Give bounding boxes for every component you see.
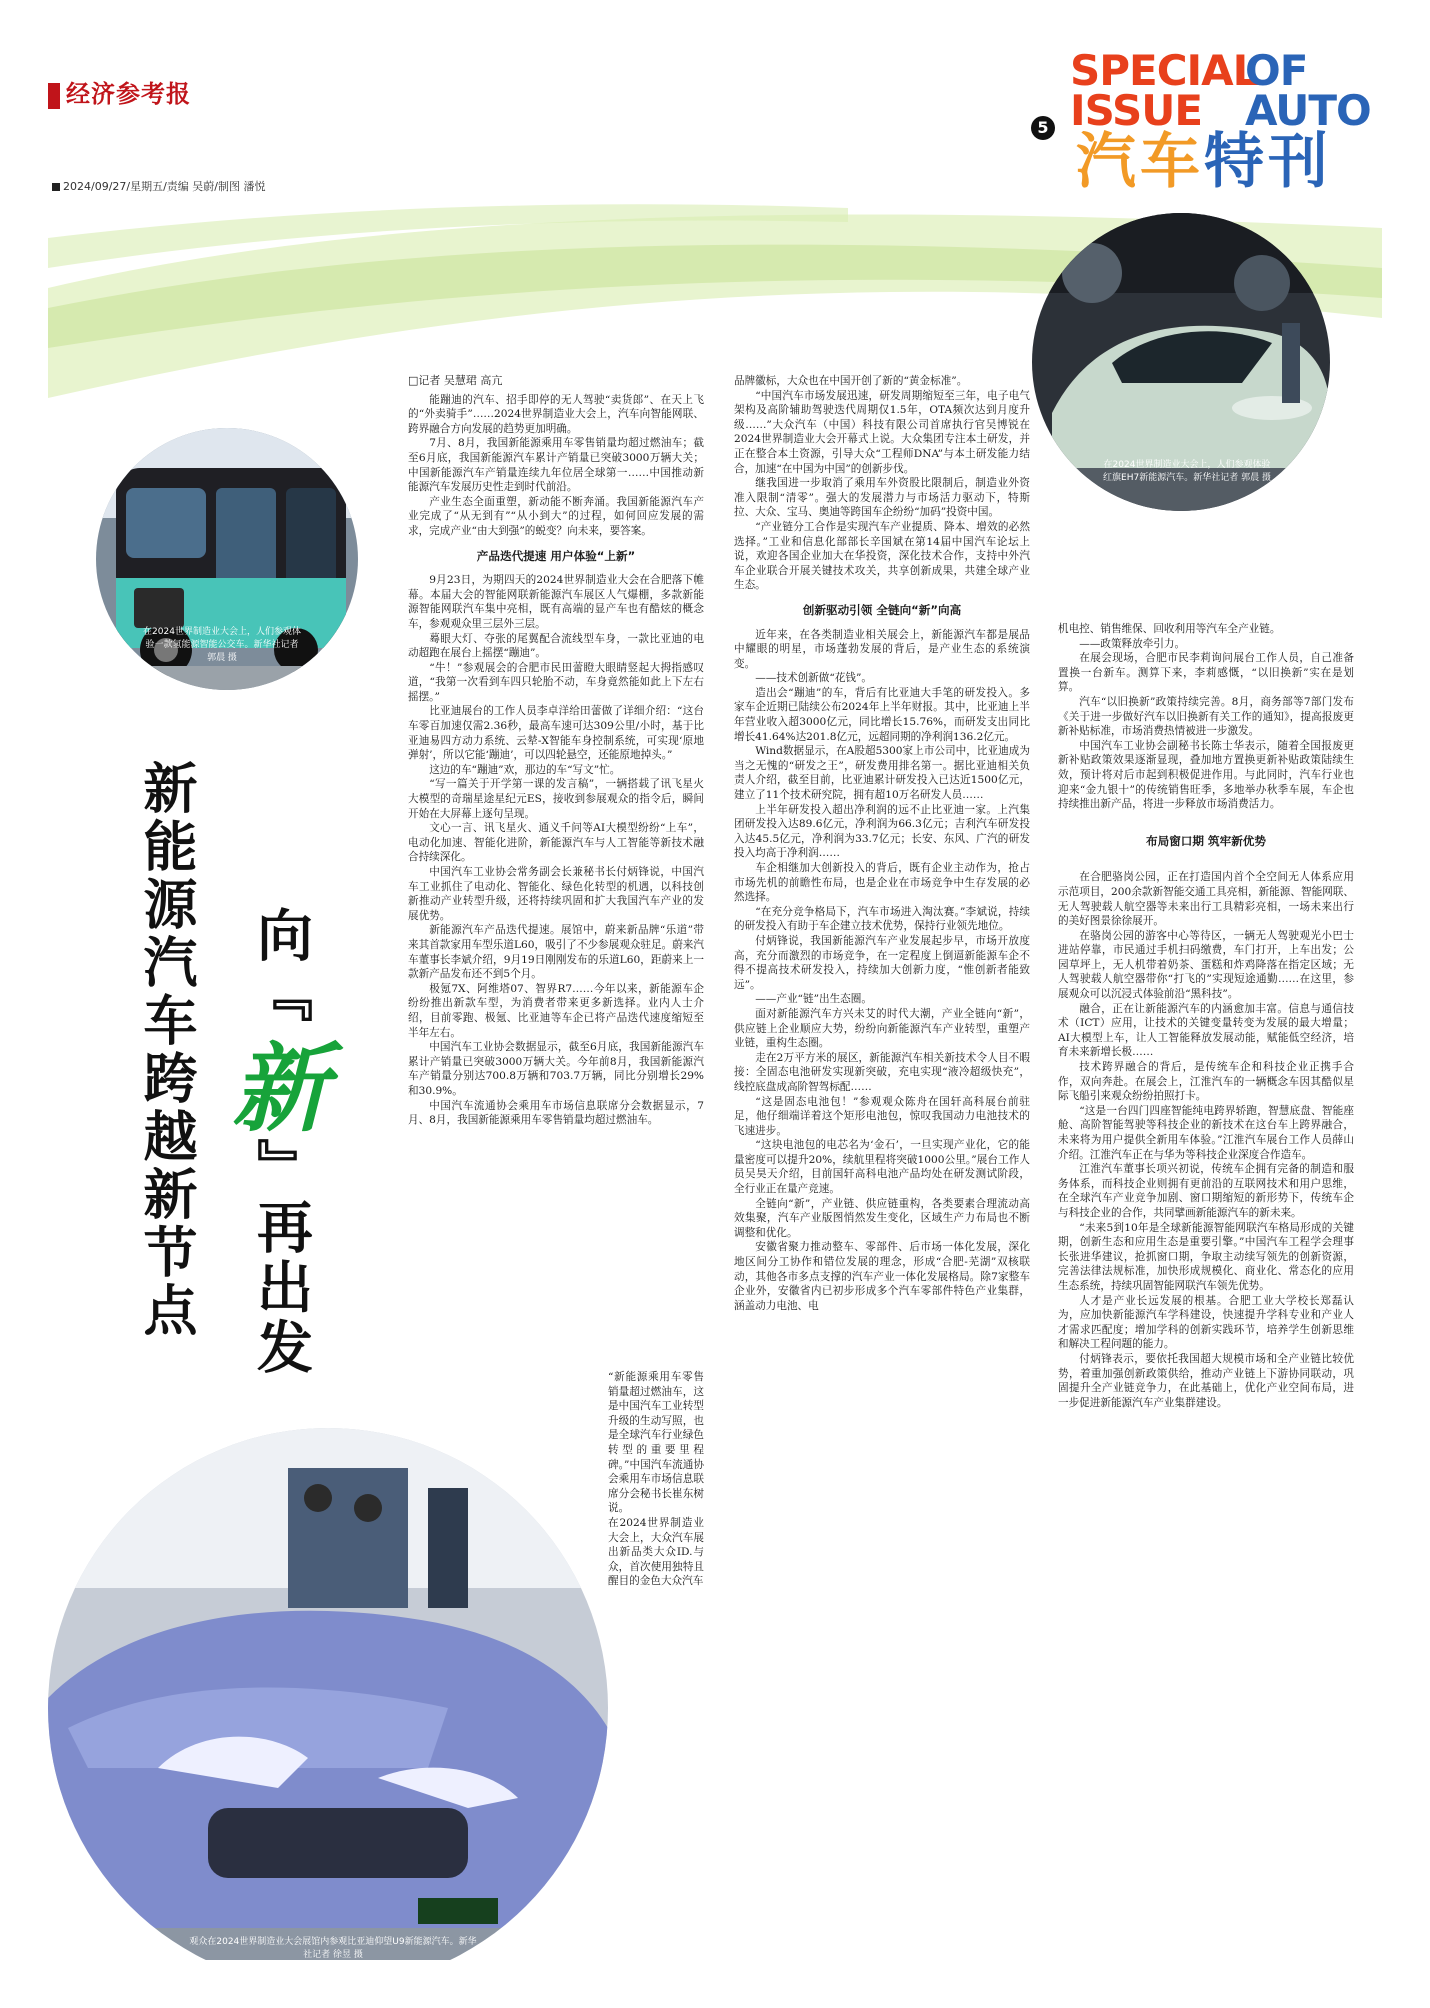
main-headline: 新能源汽车跨越新节点 [135, 760, 198, 1340]
paragraph: 面对新能源汽车方兴未艾的时代大潮，产业全链向“新”，供应链上企业顺应大势，纷纷向新能源汽车产业转型，重塑产业链，重构生态圈。 [734, 1007, 1030, 1050]
paragraph: “写一篇关于开学第一课的发言稿”，一辆搭载了讯飞星火大模型的奇瑞星途星纪元ES，接收到参展观众的指令后，瞬间开始在大屏幕上逐句呈现。 [408, 778, 704, 820]
paragraph: 蓦眼大灯、夺张的尾翼配合流线型车身，一款比亚迪的电动超跑在展台上摇摆“蹦迪”。 [408, 632, 704, 660]
paragraph: 机电控、销售维保、回收利用等汽车全产业链。 [1058, 623, 1281, 635]
car-top-caption: 在2024世界制造业大会上，人们参观体验红旗EH7新能源汽车。新华社记者 郭晨 摄 [1103, 460, 1271, 483]
paragraph: 走在2万平方米的展区，新能源汽车相关新技术令人目不暇接：全固态电池研发实现新突破，充电实现“液冷超级快充”，线控底盘成高阶智驾标配…… [734, 1051, 1030, 1093]
car-bottom-caption: 观众在2024世界制造业大会展馆内参观比亚迪仰望U9新能源汽车。新华社记者 徐昱 摄 [189, 1937, 477, 1960]
page-number: 5 [1031, 116, 1055, 140]
paragraph: 造出会“蹦迪”的车，背后有比亚迪大手笔的研发投入。多家车企近期已陆续公布2024年上半年财报。其中，比亚迪上半年营业收入超3000亿元，同比增长15.76%，而研发支出同比增长41.64%达201.8亿元，远超同期的净利润136.2亿元。 [734, 686, 1030, 743]
paragraph: 上半年研发投入超出净利润的远不止比亚迪一家。上汽集团研发投入达89.6亿元，净利润为66.3亿元；吉利汽车研发投入达45.5亿元，净利润为33.7亿元；长安、东风、广汽的研发投入均高于净利润…… [734, 803, 1030, 860]
paragraph: 比亚迪展台的工作人员李卓洋给田蕾做了详细介绍：“这台车零百加速仅需2.36秒，最高车速可达309公里/小时，基于比亚迪易四方动力系统、云辇-X智能车身控制系统，可实现‘原地弹射’，所以它能‘蹦迪’，可以四轮悬空，还能原地掉头。” [408, 705, 704, 762]
paragraph: 在合肥骆岗公园，正在打造国内首个全空间无人体系应用示范项目，200余款新智能交通工具亮相，新能源、智能网联、无人驾驶载人航空器等未来出行工具精彩亮相，一场未来出行的美好图景徐徐展开。 [1058, 871, 1354, 928]
car-bottom-photo [48, 1428, 608, 1960]
article-column-2 [734, 374, 1030, 1313]
article-column-3 [1058, 622, 1354, 1410]
auto-word: AUTO [1245, 86, 1371, 135]
paragraph: 这边的车“蹦迪”欢，那边的车“写文”忙。 [429, 763, 621, 776]
paragraph: 近年来，在各类制造业相关展会上，新能源汽车都是展品中耀眼的明星，市场蓬勃发展的背后，是产业生态的系统演变。 [734, 628, 1030, 670]
section-subhead: 产品迭代提速 用户体验“上新” [476, 548, 636, 563]
paragraph: 付炳锋表示，要依托我国超大规模市场和全产业链比较优势，着重加强创新政策供给，推动产业链上下游协同联动，巩固提升全产业链竞争力，在此基础上，优化产业空间布局，进一步促进新能源汽车产业集群建设。 [1058, 1352, 1354, 1409]
byline: □记者 吴慧珺 高亢 [408, 374, 503, 387]
masthead-mark [48, 83, 60, 109]
subheadline-bottom: 』再出发 [248, 1138, 313, 1378]
paragraph: 继我国进一步取消了乘用车外资股比限制后，制造业外资准入限制“清零”。强大的发展潜力与市场活力驱动下，特斯拉、大众、宝马、奥迪等跨国车企纷纷“加码”投资中国。 [734, 477, 1030, 519]
paragraph: ——政策释放牵引力。 [1079, 637, 1186, 650]
section-subhead: 布局窗口期 筑牢新优势 [1146, 833, 1266, 848]
paragraph: 融合，正在让新能源汽车的内涵愈加丰富。信息与通信技术（ICT）应用，让技术的关键变量转变为发展的最大增量；AI大模型上车，让人工智能释放发展动能，赋能低空经济，培育未来新增长极…… [1058, 1002, 1354, 1059]
paragraph: 在展会现场，合肥市民李莉询问展台工作人员，自己准备置换一台新车。测算下来，李莉感慨，“以旧换新”实在是划算。 [1058, 652, 1354, 694]
article-column-1-tail [608, 1370, 704, 1589]
paragraph: 能蹦迪的汽车、招手即停的无人驾驶“卖货郎”、在天上飞的“外卖骑手”……2024世界制造业大会上，汽车向智能网联、跨界融合方向发展的趋势更加明确。 [408, 393, 704, 435]
auto-title-part2: 特刊 [1204, 127, 1332, 197]
masthead [48, 74, 191, 109]
paragraph: “这块电池包的电芯名为‘金石’，一旦实现产业化，它的能量密度可以提升20%，续航里程将突破1000公里。”展台工作人员吴昊天介绍，目前国轩高科电池产品均处在研发测试阶段，全行业正在量产竞速。 [734, 1139, 1030, 1196]
paragraph: 品牌徽标，大众也在中国开创了新的“黄金标准”。 [734, 375, 968, 387]
paragraph: 中国汽车流通协会乘用车市场信息联席分会数据显示，7月、8月，我国新能源乘用车零售销量均超过燃油车。 [408, 1099, 704, 1127]
paragraph: “在充分竞争格局下，汽车市场进入淘汰赛。”李斌说，持续的研发投入有助于车企建立技术优势，保持行业领先地位。 [734, 905, 1030, 933]
paragraph: “这是固态电池包！”参观观众陈舟在国轩高科展台前驻足，他仔细端详着这个矩形电池包，惊叹我国动力电池技术的飞速进步。 [734, 1095, 1030, 1137]
paragraph: 新能源汽车产品迭代提速。展馆中，蔚来新品牌“乐道”带来其首款家用车型乐道L60，吸引了不少参展观众驻足。蔚来汽车董事长李斌介绍，9月19日刚刚发布的乐道L60，距蔚来上一款新产品发布还不到5个月。 [408, 924, 704, 981]
paragraph: “产业链分工合作是实现汽车产业提质、降本、增效的必然选择。”工业和信息化部部长辛国斌在第14届中国汽车论坛上说，欢迎各国企业加大在华投资，深化技术合作，支持中外汽车企业联合开展关键技术攻关，共享创新成果，共建全球产业生态。 [734, 520, 1030, 592]
dateline: 2024/09/27/星期五/责编 吴蔚/制图 潘悦 [52, 178, 266, 194]
paragraph: 中国汽车工业协会副秘书长陈士华表示，随着全国报废更新补贴政策效果逐渐显现，叠加地方置换更新补贴政策陆续生效，预计将对后市起到积极促进作用。与此同时，汽车行业也迎来“金九银十”的传统销售旺季，多地举办秋季车展，车企也持续推出新产品，将进一步释放市场消费活力。 [1058, 739, 1354, 811]
paragraph: 安徽省聚力推动整车、零部件、后市场一体化发展，深化地区间分工协作和错位发展的理念，形成“合肥-芜湖”双核联动，其他各市多点支撑的汽车产业一体化发展格局。除7家整车企业外，安徽省内已初步形成多个汽车零部件特色产业集群，涵盖动力电池、电 [734, 1241, 1030, 1312]
paragraph: 中国汽车工业协会数据显示，截至6月底，我国新能源汽车累计产销量已突破3000万辆大关。今年前8月，我国新能源汽车产销量分别达700.8万辆和703.7万辆，同比分别增长29%和30.9%。 [408, 1041, 704, 1097]
paragraph: “中国汽车市场发展迅速，研发周期缩短至三年，电子电气架构及高阶辅助驾驶迭代周期仅1.5年，OTA频次达到月度升级……”大众汽车（中国）科技有限公司首席执行官吴博锐在2024世界制造业大会开幕式上说。大众集团专注本土研发，并正在整合本土资源，引导大众“工程师DNA”与本土研发能力结合，加速“在中国为中国”的创新步伐。 [734, 389, 1030, 475]
article-column-1 [408, 374, 704, 1128]
paragraph: 全链向“新”，产业链、供应链重构，各类要素合理流动高效集聚，汽车产业版图悄然发生变化，区域生产力布局也不断调整和优化。 [734, 1197, 1030, 1239]
of-word: OF [1245, 48, 1308, 95]
paragraph: “未来5到10年是全球新能源智能网联汽车格局形成的关键期，创新生态和应用生态是重要引擎。”中国汽车工程学会理事长张进华建议，抢抓窗口期，争取主动续写领先的创新资源，完善法律法规标准，加快形成规模化、商业化、常态化的应用生态系统，持续巩固智能网联汽车领先优势。 [1058, 1221, 1354, 1292]
paragraph: “牛！”参观展会的合肥市民田蕾瞪大眼睛竖起大拇指感叹道，“我第一次看到车四只轮胎不动，车身竟然能如此上下左右摇摆。” [408, 661, 704, 703]
subheadline-keyword: 新 [232, 1032, 328, 1145]
auto-title-part1: 汽车 [1076, 127, 1204, 197]
paragraph: 产业生态全面重塑，新动能不断奔涌。我国新能源汽车产业完成了“从无到有”“从小到大”的过程，如何回应发展的需求，完成产业“由大到强”的蜕变？向未来，要答案。 [408, 495, 704, 537]
paragraph: 中国汽车工业协会常务副会长兼秘书长付炳锋说，中国汽车工业抓住了电动化、智能化、绿色化转型的机遇，以科技创新推动产业转型升级，还将持续巩固和扩大我国汽车产业的发展优势。 [408, 866, 704, 922]
issue-word: ISSUE [1070, 86, 1203, 135]
paragraph: ——技术创新做“花钱”。 [755, 672, 872, 685]
section-subhead: 创新驱动引领 全链向“新”向高 [802, 602, 962, 617]
paragraph: 极氪7X、阿维塔07、智界R7……今年以来，新能源车企纷纷推出新款车型，为消费者带来更多新选择。业内人士介绍，目前零跑、极氪、比亚迪等车企已将产品迭代速度缩短至半年左右。 [408, 982, 704, 1039]
paragraph: 技术跨界融合的背后，是传统车企和科技企业正携手合作，双向奔赴。在展会上，江淮汽车的一辆概念车因其酷似星际飞船引来观众纷纷拍照打卡。 [1058, 1061, 1354, 1103]
paragraph: 9月23日，为期四天的2024世界制造业大会在合肥落下帷幕。本届大会的智能网联新能源汽车展区人气爆棚，多款新能源智能网联汽车集中亮相，既有高端的显产车也有酷炫的概念车，参观观众里三层外三层。 [408, 574, 704, 630]
masthead-title: 经济参考报 [66, 79, 191, 108]
paragraph: 汽车“以旧换新”政策持续完善。8月，商务部等7部门发布《关于进一步做好汽车以旧换新有关工作的通知》，提高报废更新补贴标准，市场消费热情被进一步激发。 [1058, 695, 1354, 738]
subheadline-top: 向『 [248, 906, 313, 1026]
bus-caption: 在2024世界制造业大会上，人们参观体验一款氢能源智能公交车。新华社记者 郭晨 摄 [143, 627, 301, 663]
paragraph: 人才是产业长远发展的根基。合肥工业大学校长郑磊认为，应加快新能源汽车学科建设，快速提升学科专业和产业人才需求匹配度；增加学科的创新实践环节，培养学生创新思维和解决工程问题的能力。 [1058, 1294, 1354, 1351]
special-issue-banner [1070, 48, 1382, 198]
paragraph: 江淮汽车董事长项兴初说，传统车企拥有完备的制造和服务体系，而科技企业则拥有更前沿的互联网技术和用户思维，在全球汽车产业竞争加剧、窗口期缩短的新形势下，传统车企与科技企业的合作，共同擘画新能源汽车的新未来。 [1058, 1163, 1354, 1219]
paragraph: “这是一台四门四座智能纯电跨界轿跑，智慧底盘、智能座舱、高阶智能驾驶等科技企业的新技术在这台车上跨界融合，未来将为用户提供全新用车体验。”江淮汽车展台工作人员薛山介绍。江淮汽车正在与华为等科技企业深度合作造车。 [1058, 1104, 1354, 1161]
paragraph: Wind数据显示，在A股超5300家上市公司中，比亚迪成为当之无愧的“研发之王”，研发费用排名第一。据比亚迪相关负责人介绍，截至目前，比亚迪累计研发投入已达近1500亿元，建立了11个技术研究院，拥有超10万名研发人员…… [734, 745, 1030, 802]
newspaper-page [48, 48, 1382, 1960]
bus-photo [96, 428, 358, 690]
paragraph: “新能源乘用车零售销量超过燃油车，这是中国汽车工业转型升级的生动写照，也是全球汽车行业绿色转型的重要里程碑。”中国汽车流通协会乘用车市场信息联席分会秘书长崔东树说。 [608, 1371, 704, 1515]
car-top-photo [1032, 213, 1330, 511]
paragraph: 在2024世界制造业大会上，大众汽车展出新品类大众ID.与众，首次使用独特且醒目的金色大众汽车 [608, 1516, 704, 1588]
paragraph: ——产业“链”出生态圈。 [755, 993, 872, 1006]
car-bottom-illustration [48, 1428, 608, 1960]
paragraph: 7月、8月，我国新能源乘用车零售销量均超过燃油车；截至6月底，我国新能源汽车累计产销量已突破3000万辆大关；中国新能源汽车产销量连续九年位居全球第一……中国推动新能源汽车发展历史性走到时代前沿。 [408, 437, 704, 494]
paragraph: 在骆岗公园的游客中心等待区，一辆无人驾驶观光小巴士进站停靠，市民通过手机扫码缴费，车门打开，上车出发；公园草坪上，无人机带着奶茶、蛋糕和炸鸡降落在指定区域；无人驾驶载人航空器带你“打飞的”实现短途通勤……在这里，参展观众可以沉浸式体验前沿“黑科技”。 [1058, 929, 1354, 1001]
paragraph: 付炳锋说，我国新能源汽车产业发展起步早，市场开放度高，充分而激烈的市场竞争，在一定程度上倒逼新能源车企不得不提高技术研发投入，持续加大创新力度，“惟创新者能致远”。 [734, 934, 1030, 991]
special-word: SPECIAL [1070, 48, 1259, 95]
paragraph: 文心一言、讯飞星火、通义千问等AI大模型纷纷“上车”，电动化加速、智能化进阶，新能源汽车与人工智能等新技术融合持续深化。 [408, 822, 704, 864]
paragraph: 车企相继加大创新投入的背后，既有企业主动作为，抢占市场先机的前瞻性布局，也是企业在市场竞争中生存发展的必然选择。 [734, 862, 1030, 904]
auto-special-issue-title [1076, 127, 1332, 197]
